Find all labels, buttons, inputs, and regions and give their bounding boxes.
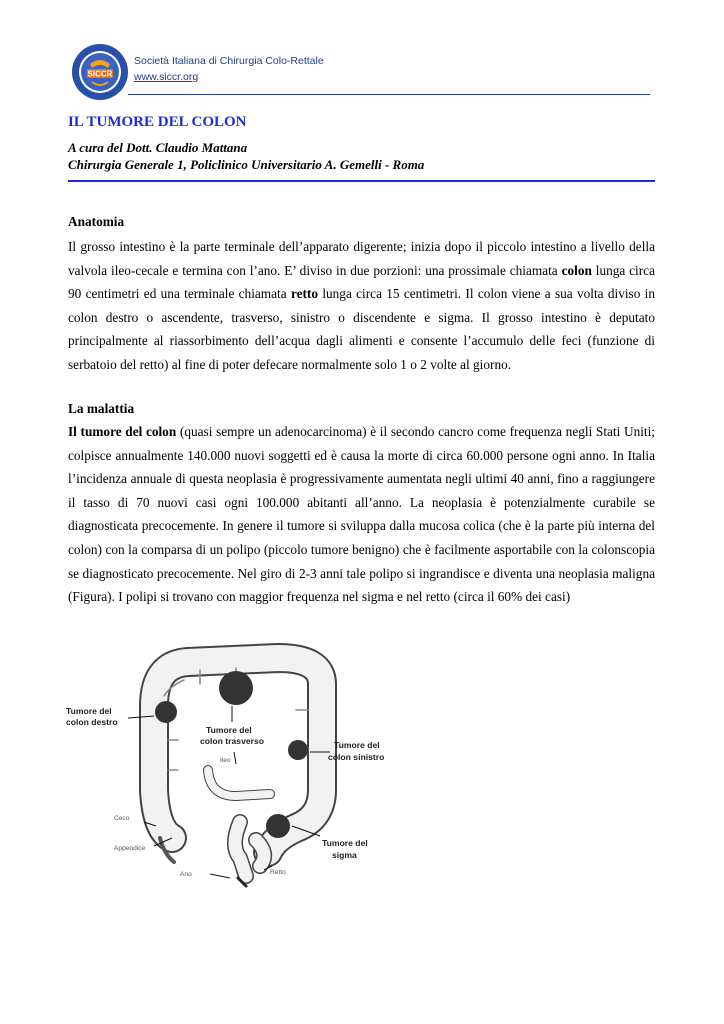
organization-name: Società Italiana di Chirurgia Colo-Rettale (134, 55, 324, 67)
label-trasverso-1: Tumore del (206, 725, 252, 735)
section-heading-malattia: La malattia (68, 401, 135, 416)
label-trasverso-2: colon trasverso (200, 736, 264, 746)
tumour-right-colon (155, 701, 177, 723)
author-line: A cura del Dott. Claudio Mattana (68, 140, 248, 155)
text-run: Il grosso intestino è la parte terminale dell’apparato digerente; inizia dopo il piccolo intestino a livello della valvola ileo-cecale e termina con l’ano. E’ diviso in due porzioni: una prossimale chiamata (68, 239, 655, 278)
label-destro-1: Tumore del (66, 706, 112, 716)
bold-term-colon: colon (561, 262, 592, 278)
header (68, 40, 658, 100)
label-sinistro-1: Tumore del (334, 740, 380, 750)
colon-diagram (60, 640, 480, 900)
page-title: IL TUMORE DEL COLON (68, 114, 247, 130)
label-retto: Retto (270, 869, 286, 876)
label-sigma-2: sigma (332, 850, 357, 860)
title-divider (68, 180, 655, 182)
tumour-sigma (266, 814, 290, 838)
label-ceco: Ceco (114, 815, 130, 822)
label-sigma-1: Tumore del (322, 838, 368, 848)
text-run: lunga circa 15 centimetri. Il colon viene a sua volta diviso in colon destro o ascendente, trasverso, sinistro o discendente e sigma. Il grosso intestino è deputato principalmente al riassorbimento dell’acqua dagli alimenti e consente l’accumulo delle feci (funzione di serbatoio del retto) al fine di poter defecare normalmente solo 1 o 2 volte al giorno. (68, 286, 655, 372)
label-sinistro-2: colon sinistro (328, 752, 385, 762)
affiliation-line: Chirurgia Generale 1, Policlinico Universitario A. Gemelli - Roma (68, 157, 425, 172)
section-heading-anatomia: Anatomia (68, 214, 125, 229)
label-destro-2: colon destro (66, 717, 118, 727)
bold-term-retto: retto (290, 286, 319, 302)
paragraph-malattia (68, 420, 655, 609)
text-run: lunga circa 90 centimetri ed una terminale chiamata (68, 262, 655, 302)
organization-link[interactable]: www.siccr.org (134, 71, 199, 83)
tumour-transverse-colon (219, 671, 253, 705)
label-ano: Ano (180, 871, 192, 878)
text-run: (quasi sempre un adenocarcinoma) è il secondo cancro come frequenza negli Stati Uniti; colpisce annualmente 140.000 nuovi soggetti ed è causa la morte di circa 60.000 persone ogni anno. In Italia l’incidenza annuale di questa neoplasia è progressivamente aumentata negli ultimi 40 anni, fino a raggiungere il tasso di 70 nuovi casi ogni 100.000 abitanti all’anno. La neoplasia è potenzialmente curabile se diagnosticata precocemente. In genere il tumore si sviluppa dalla mucosa colica (che è la parte più interna del colon) con la comparsa di un polipo (piccolo tumore benigno) che è facilmente asportabile con la colonscopia se diagnosticato precocemente. Nel giro di 2-3 anni tale polipo si ingrandisce e diventa una neoplasia maligna (Figura). I polipi si trovano con maggior frequenza nel sigma e nel retto (circa il 60% dei casi) (68, 424, 655, 605)
header-divider (128, 94, 650, 95)
paragraph-anatomia (68, 235, 655, 377)
bold-term-tumore: Il tumore del colon (68, 424, 177, 439)
label-ileo: Ileo (220, 757, 231, 764)
svg-text:SICCR: SICCR (87, 69, 113, 79)
tumour-left-colon (288, 740, 308, 760)
label-appendice: Appendice (114, 845, 146, 852)
siccr-logo-icon (70, 42, 130, 102)
